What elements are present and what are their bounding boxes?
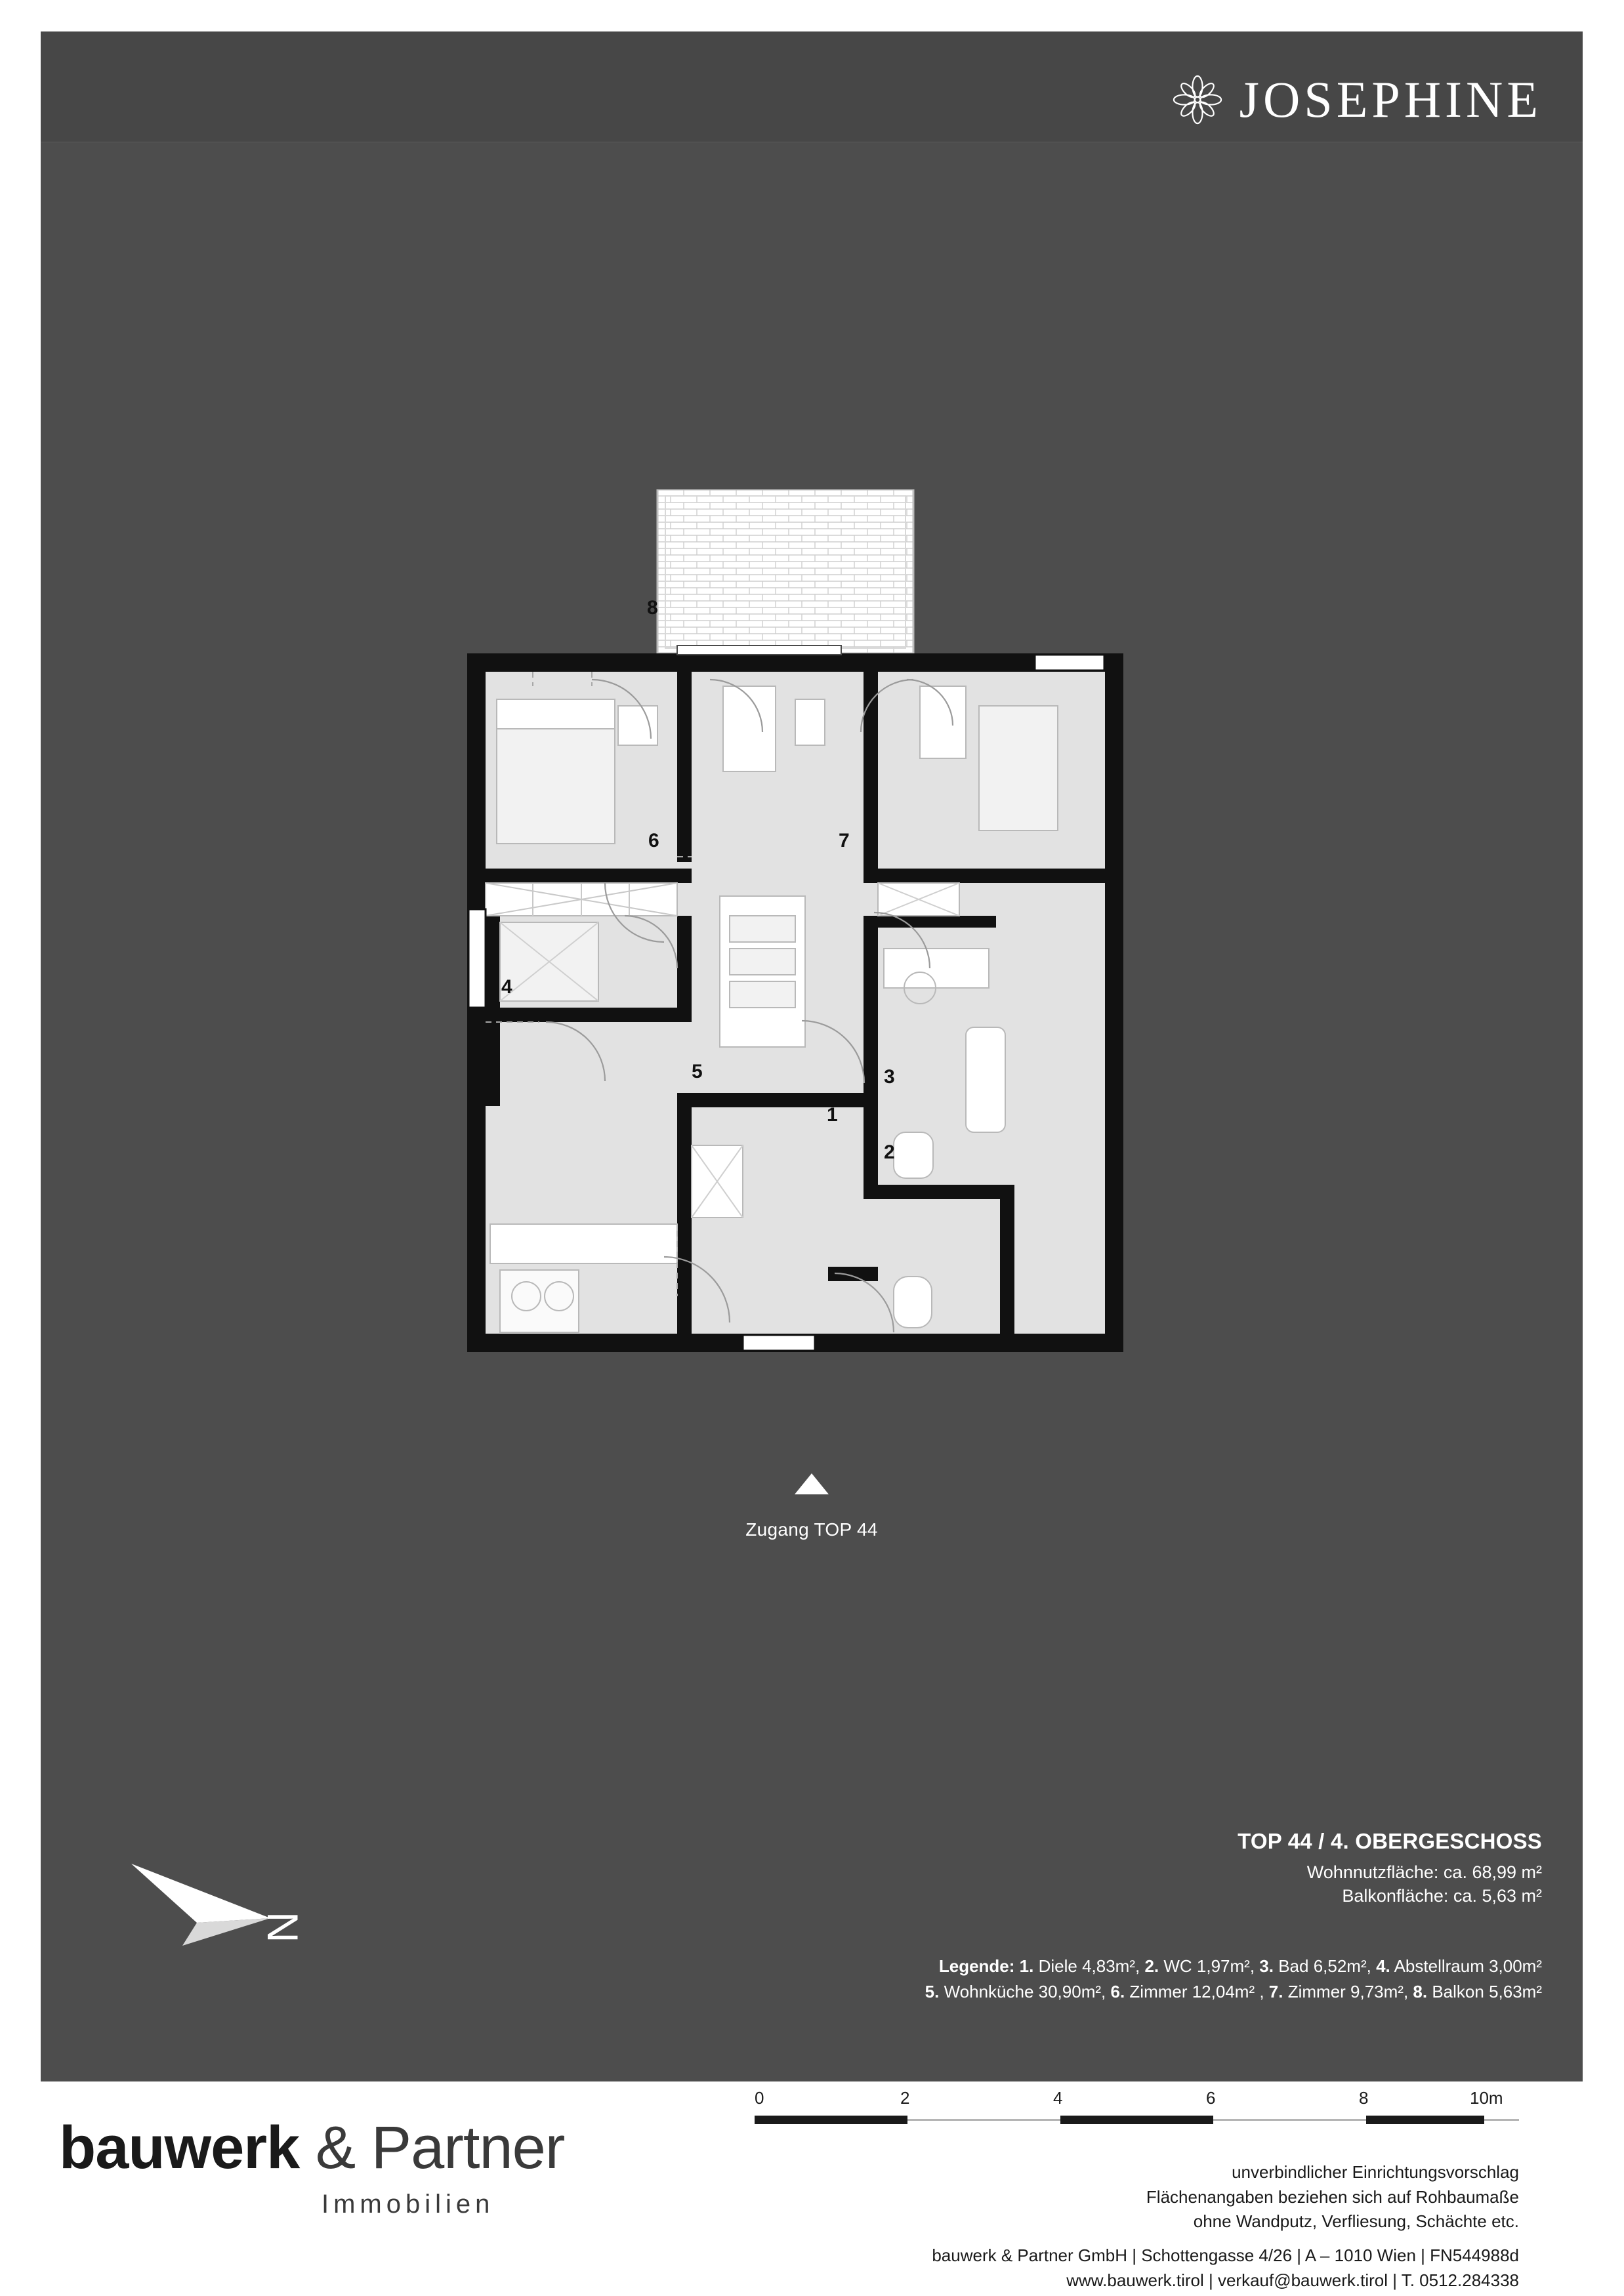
room-number-2: 2 [884,1141,895,1163]
north-arrow-icon [119,1841,395,1965]
plan-sheet [41,31,1583,2081]
legend-label: Legende: [938,1956,1015,1976]
svg-text:N: N [259,1912,307,1943]
scale-tick-2: 2 [900,2088,910,2108]
legend-text-6: Zimmer 12,04m² , [1129,1982,1264,2001]
disclaimer-line-3: ohne Wandputz, Verfliesung, Schächte etc. [1193,2211,1519,2232]
legend-text-8: Balkon 5,63m² [1432,1982,1542,2001]
legend-num-3: 3. [1259,1956,1274,1976]
logo-bold: bauwerk [59,2114,300,2181]
legend-num-6: 6. [1110,1982,1125,2001]
scale-tick-6: 6 [1206,2088,1216,2108]
title-block [558,1829,1542,1908]
room-number-7: 7 [839,830,850,851]
entrance-label: Zugang TOP 44 [745,1519,878,1540]
legend-line-1 [361,1954,1542,1979]
room-number-4: 4 [501,976,512,998]
legend [361,1954,1542,2005]
floorplan-svg [461,489,1136,1454]
scale-graphic [755,2113,1519,2126]
company-logo [59,2114,565,2219]
flower-icon [1170,72,1225,127]
balcony-8 [657,489,913,653]
plan-title: TOP 44 / 4. OBERGESCHOSS [1238,1829,1542,1853]
footer [0,2081,1624,2296]
legend-text-1: Diele 4,83m², [1038,1956,1140,1976]
balcony-area: Balkonfläche: ca. 5,63 m² [1342,1886,1542,1906]
scale-tick-0: 0 [755,2088,764,2108]
company-contact[interactable]: www.bauwerk.tirol | verkauf@bauwerk.tirol | T. 0512.284338 [1066,2270,1519,2290]
logo-thin: & Partner [315,2114,565,2181]
footer-text [666,2160,1519,2293]
legend-text-3: Bad 6,52m², [1278,1956,1371,1976]
entrance-marker-icon [795,1473,829,1494]
legend-num-5: 5. [925,1982,940,2001]
disclaimer-line-2: Flächenangaben beziehen sich auf Rohbaumaße [1146,2186,1519,2207]
room-number-6: 6 [648,830,659,851]
scale-tick-4: 4 [1053,2088,1063,2108]
legend-text-7: Zimmer 9,73m², [1287,1982,1409,2001]
room-number-8: 8 [647,597,658,619]
scale-bar [755,2088,1519,2126]
legend-line-2 [361,1979,1542,2005]
brand-logo [1170,72,1542,127]
sheet-header [41,31,1583,142]
company-address: bauwerk & Partner GmbH | Schottengasse 4/26 | A – 1010 Wien | FN544988d [932,2245,1519,2266]
legend-num-7: 7. [1268,1982,1283,2001]
legend-num-8: 8. [1413,1982,1428,2001]
brand-name: JOSEPHINE [1239,71,1542,128]
disclaimer-line-1: unverbindlicher Einrichtungsvorschlag [1232,2162,1519,2182]
floorplan-drawing [461,489,1136,1454]
legend-num-4: 4. [1376,1956,1390,1976]
room-number-3: 3 [884,1066,895,1088]
logo-subtitle: Immobilien [322,2190,495,2219]
legend-num-1: 1. [1019,1956,1034,1976]
legend-text-2: WC 1,97m², [1163,1956,1255,1976]
legend-num-2: 2. [1144,1956,1159,1976]
living-area: Wohnnutzfläche: ca. 68,99 m² [1306,1862,1542,1882]
room-number-1: 1 [827,1104,838,1126]
legend-text-4: Abstellraum 3,00m² [1394,1956,1542,1976]
room-number-5: 5 [692,1061,703,1082]
scale-tick-10: 10m [1470,2088,1503,2108]
scale-tick-8: 8 [1359,2088,1369,2108]
legend-text-5: Wohnküche 30,90m², [944,1982,1106,2001]
